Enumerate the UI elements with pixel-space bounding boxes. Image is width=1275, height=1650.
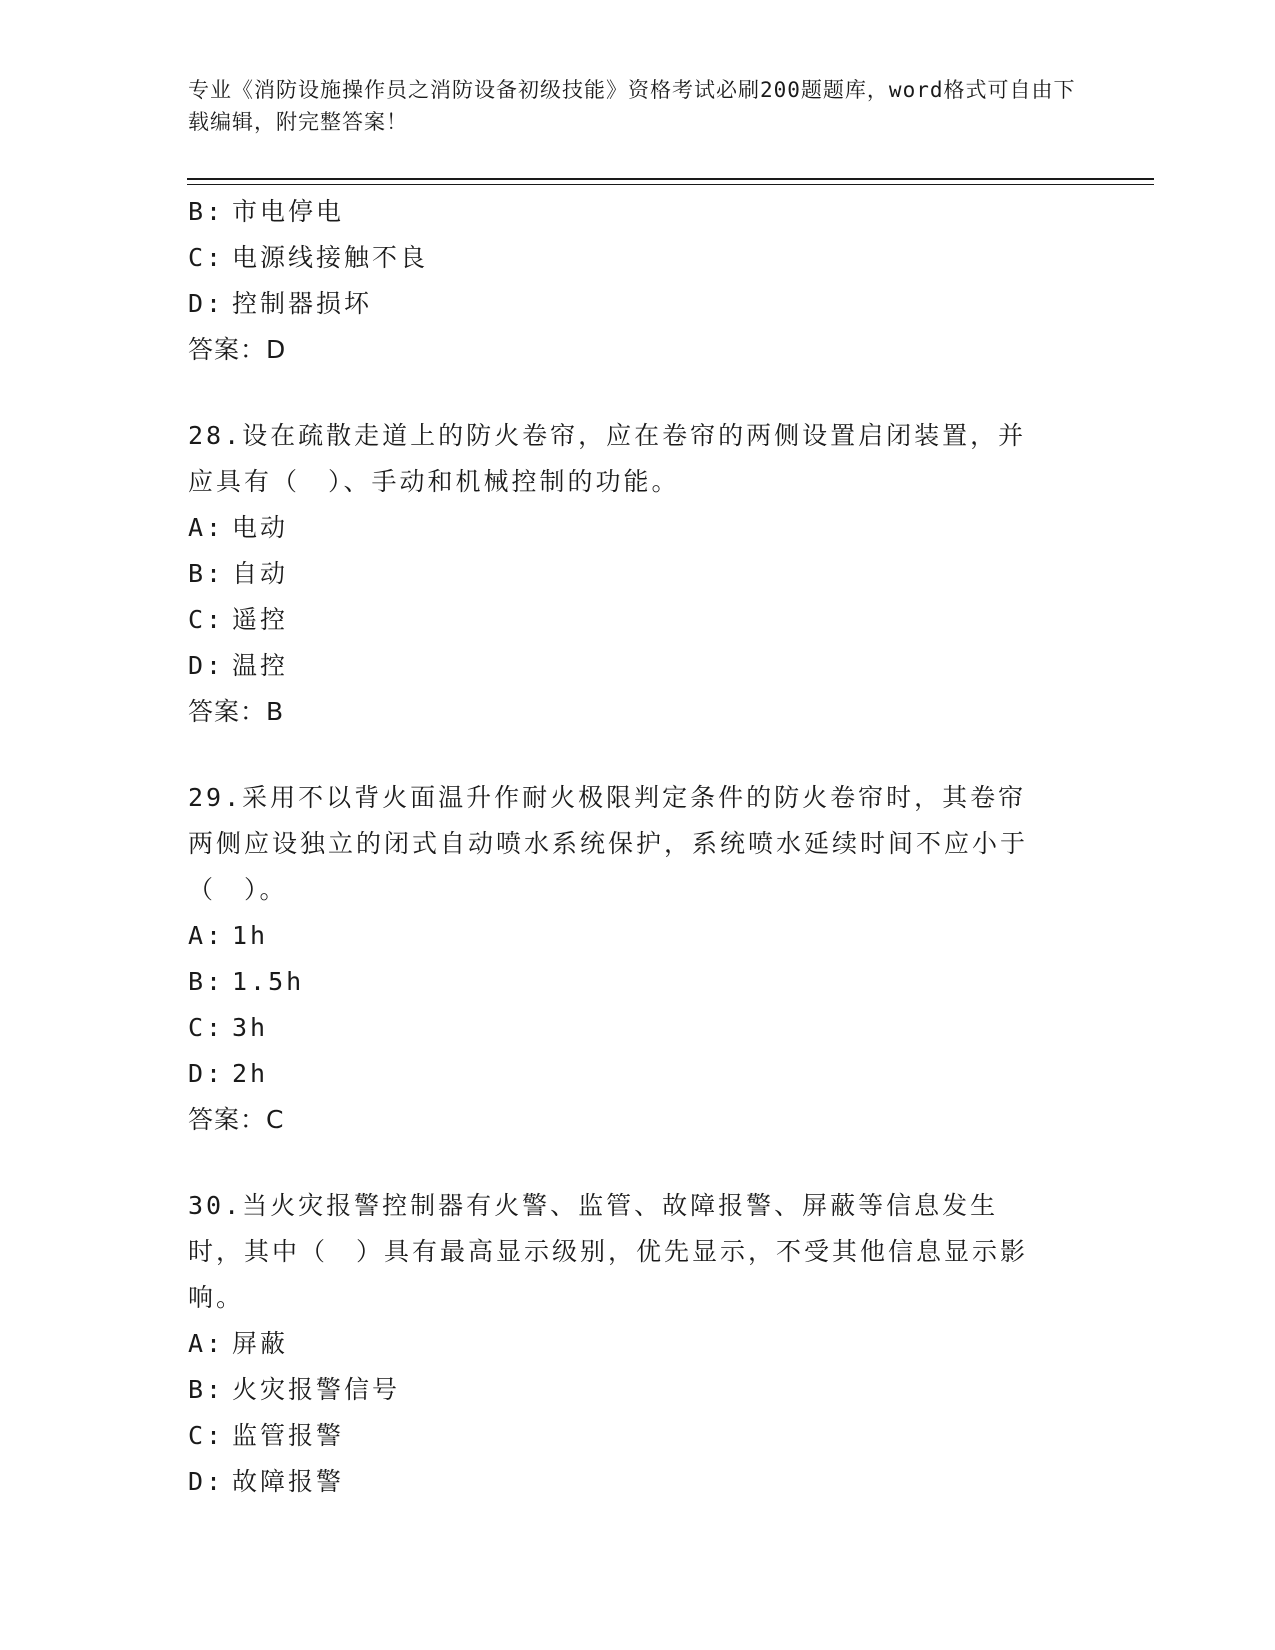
option-text: 市电停电 bbox=[232, 197, 345, 226]
option-c bbox=[188, 1413, 1088, 1459]
option-d bbox=[188, 1459, 1088, 1505]
document-header: 专业《消防设施操作员之消防设备初级技能》资格考试必刷200题题库，word格式可自由下载编辑，附完整答案！ bbox=[188, 78, 1076, 134]
option-text: 监管报警 bbox=[232, 1421, 345, 1450]
option-b bbox=[188, 1367, 1088, 1413]
option-a bbox=[188, 505, 1088, 551]
question-28 bbox=[188, 413, 1088, 735]
question-stem: 28.设在疏散走道上的防火卷帘，应在卷帘的两侧设置启闭装置，并应具有（ ）、手动和机械控制的功能。 bbox=[188, 421, 1027, 496]
option-text: 电源线接触不良 bbox=[232, 243, 429, 272]
option-key: D: bbox=[188, 651, 225, 680]
option-c bbox=[188, 1005, 1088, 1051]
option-d bbox=[188, 1051, 1088, 1097]
option-key: D: bbox=[188, 1467, 225, 1496]
option-text: 1.5h bbox=[232, 967, 305, 996]
option-text: 自动 bbox=[232, 559, 289, 588]
answer: 答案：D bbox=[188, 335, 287, 364]
option-text: 电动 bbox=[232, 513, 289, 542]
option-key: B: bbox=[188, 1375, 225, 1404]
option-d bbox=[188, 281, 1088, 327]
option-text: 火灾报警信号 bbox=[232, 1375, 401, 1404]
option-text: 温控 bbox=[232, 651, 289, 680]
answer: 答案：C bbox=[188, 1105, 285, 1134]
option-d bbox=[188, 643, 1088, 689]
option-key: C: bbox=[188, 1421, 225, 1450]
question-30 bbox=[188, 1183, 1088, 1505]
option-key: C: bbox=[188, 243, 225, 272]
option-key: B: bbox=[188, 559, 225, 588]
option-key: A: bbox=[188, 921, 225, 950]
option-key: B: bbox=[188, 197, 225, 226]
option-text: 3h bbox=[232, 1013, 269, 1042]
option-text: 2h bbox=[232, 1059, 269, 1088]
option-key: A: bbox=[188, 1329, 225, 1358]
option-text: 控制器损坏 bbox=[232, 289, 373, 318]
question-stem: 30.当火灾报警控制器有火警、监管、故障报警、屏蔽等信息发生时，其中（ ）具有最高显示级别，优先显示，不受其他信息显示影响。 bbox=[188, 1191, 1029, 1312]
option-b bbox=[188, 551, 1088, 597]
option-key: C: bbox=[188, 1013, 225, 1042]
option-text: 遥控 bbox=[232, 605, 289, 634]
option-key: B: bbox=[188, 967, 225, 996]
option-text: 1h bbox=[232, 921, 269, 950]
option-key: A: bbox=[188, 513, 225, 542]
option-key: D: bbox=[188, 289, 225, 318]
option-key: C: bbox=[188, 605, 225, 634]
option-a bbox=[188, 1321, 1088, 1367]
option-b bbox=[188, 959, 1088, 1005]
option-key: D: bbox=[188, 1059, 225, 1088]
question-stem: 29.采用不以背火面温升作耐火极限判定条件的防火卷帘时，其卷帘两侧应设独立的闭式自动喷水系统保护，系统喷水延续时间不应小于（ ）。 bbox=[188, 783, 1029, 904]
answer: 答案：B bbox=[188, 697, 285, 726]
option-text: 故障报警 bbox=[232, 1467, 345, 1496]
option-a bbox=[188, 913, 1088, 959]
question-29 bbox=[188, 775, 1088, 1143]
option-b bbox=[188, 189, 1088, 235]
option-text: 屏蔽 bbox=[232, 1329, 289, 1358]
question-27-tail bbox=[188, 189, 1088, 373]
question-list bbox=[188, 189, 1088, 1505]
header-divider bbox=[187, 178, 1154, 185]
option-c bbox=[188, 235, 1088, 281]
option-c bbox=[188, 597, 1088, 643]
